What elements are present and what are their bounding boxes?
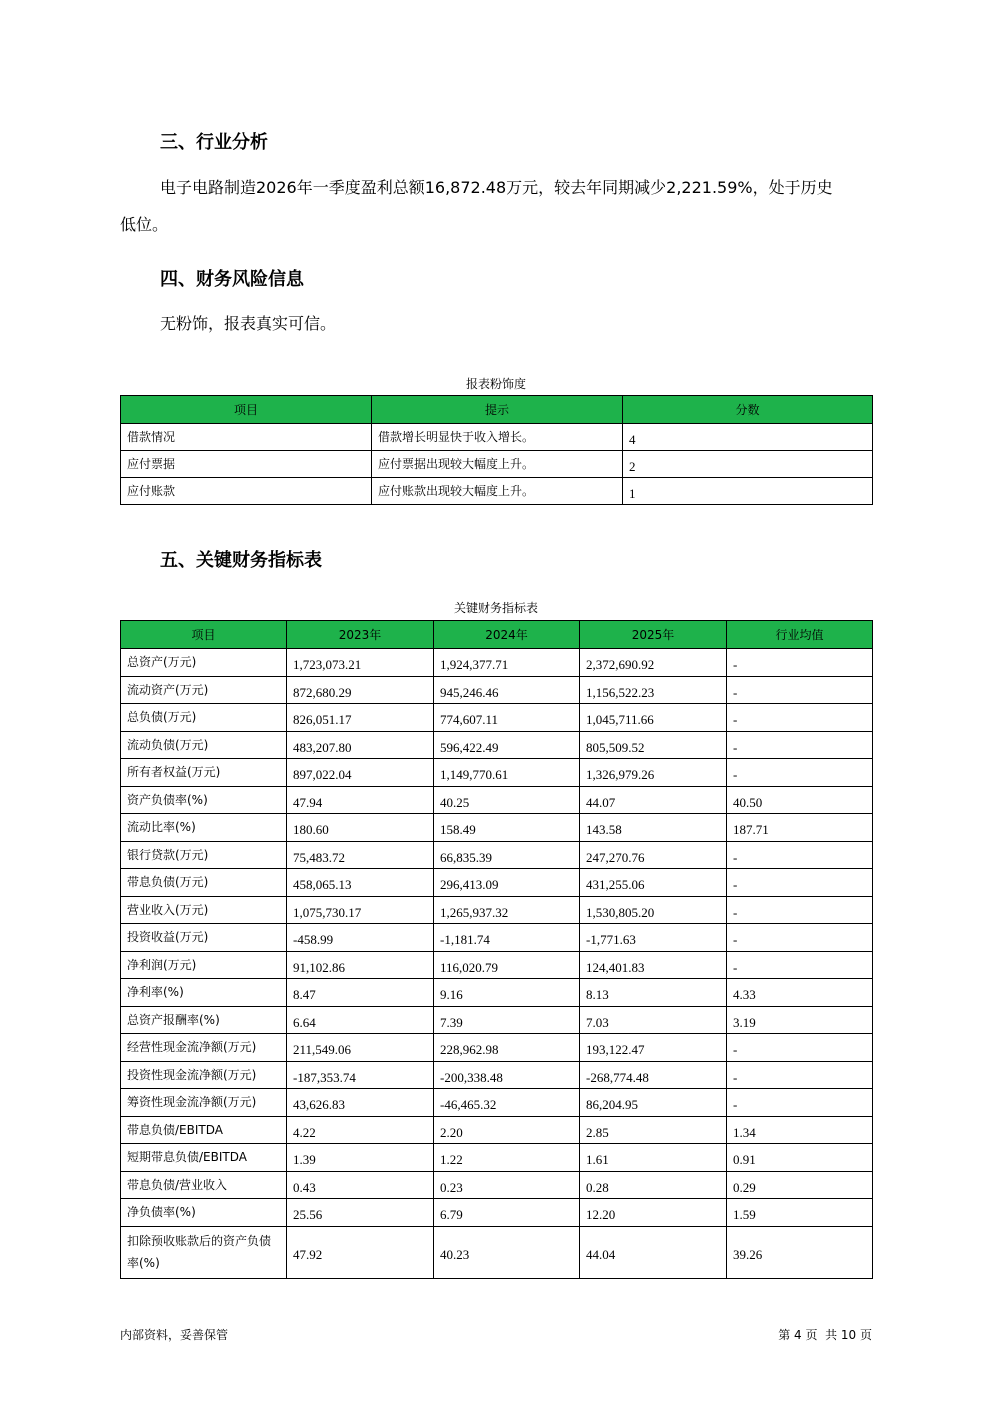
value-cell: - <box>727 649 873 677</box>
table2-header-row <box>121 621 873 649</box>
table-row <box>121 1171 873 1199</box>
value-cell: 1 <box>623 478 873 505</box>
table-row <box>121 814 873 842</box>
value-cell: 1.22 <box>434 1144 580 1172</box>
table2-header-cell: 2023年 <box>287 621 434 649</box>
section-heading-industry: 三、行业分析 <box>160 132 268 153</box>
value-cell: 2.85 <box>580 1116 727 1144</box>
value-cell: 40.23 <box>434 1226 580 1278</box>
table-row <box>121 1061 873 1089</box>
risk-paragraph: 无粉饰，报表真实可信。 <box>160 314 337 333</box>
value-cell: - <box>727 1034 873 1062</box>
row-label-cell: 流动资产(万元) <box>121 676 287 704</box>
value-cell: 1,723,073.21 <box>287 649 434 677</box>
value-cell: 2.20 <box>434 1116 580 1144</box>
value-cell: - <box>727 731 873 759</box>
table-row <box>121 676 873 704</box>
table2-body <box>121 649 873 1279</box>
value-cell: 75,483.72 <box>287 841 434 869</box>
value-cell: 193,122.47 <box>580 1034 727 1062</box>
row-label-cell: 带息负债/EBITDA <box>121 1116 287 1144</box>
table2-header-cell: 行业均值 <box>727 621 873 649</box>
value-cell: 1,326,979.26 <box>580 759 727 787</box>
value-cell: 9.16 <box>434 979 580 1007</box>
row-label-cell: 应付票据 <box>121 451 372 478</box>
row-label-cell: 投资性现金流净额(万元) <box>121 1061 287 1089</box>
row-label-cell: 净负债率(%) <box>121 1199 287 1227</box>
value-cell: 897,022.04 <box>287 759 434 787</box>
row-label-cell: 投资收益(万元) <box>121 924 287 952</box>
value-cell: 应付账款出现较大幅度上升。 <box>372 478 623 505</box>
value-cell: 0.29 <box>727 1171 873 1199</box>
row-label-cell: 总资产报酬率(%) <box>121 1006 287 1034</box>
section-heading-risk: 四、财务风险信息 <box>160 269 304 290</box>
value-cell: -458.99 <box>287 924 434 952</box>
value-cell: 1,265,937.32 <box>434 896 580 924</box>
table1-header-row <box>121 396 873 424</box>
table1-body <box>121 424 873 505</box>
table2-header-cell: 2024年 <box>434 621 580 649</box>
table-row <box>121 478 873 505</box>
value-cell: 3.19 <box>727 1006 873 1034</box>
value-cell: 8.47 <box>287 979 434 1007</box>
value-cell: 40.25 <box>434 786 580 814</box>
value-cell: 211,549.06 <box>287 1034 434 1062</box>
value-cell: 187.71 <box>727 814 873 842</box>
value-cell: 1,530,805.20 <box>580 896 727 924</box>
table-row <box>121 924 873 952</box>
value-cell: 483,207.80 <box>287 731 434 759</box>
industry-paragraph-line2: 低位。 <box>120 215 169 234</box>
value-cell: - <box>727 951 873 979</box>
value-cell: 借款增长明显快于收入增长。 <box>372 424 623 451</box>
table-row <box>121 1226 873 1278</box>
value-cell: 774,607.11 <box>434 704 580 732</box>
row-label-cell: 筹资性现金流净额(万元) <box>121 1089 287 1117</box>
table1-caption: 报表粉饰度 <box>465 377 526 391</box>
row-label-cell: 净利润(万元) <box>121 951 287 979</box>
value-cell: 431,255.06 <box>580 869 727 897</box>
table-row <box>121 1006 873 1034</box>
value-cell: 2,372,690.92 <box>580 649 727 677</box>
footer-note: 内部资料，妥善保管 <box>120 1328 229 1342</box>
row-label-cell: 带息负债/营业收入 <box>121 1171 287 1199</box>
value-cell: 4.33 <box>727 979 873 1007</box>
value-cell: 805,509.52 <box>580 731 727 759</box>
value-cell: 1.61 <box>580 1144 727 1172</box>
value-cell: - <box>727 1061 873 1089</box>
value-cell: - <box>727 924 873 952</box>
value-cell: 0.23 <box>434 1171 580 1199</box>
value-cell: 1,156,522.23 <box>580 676 727 704</box>
industry-paragraph-line1: 电子电路制造2026年一季度盈利总额16,872.48万元，较去年同期减少2,221.59%，处于历史 <box>160 178 833 197</box>
value-cell: -200,338.48 <box>434 1061 580 1089</box>
value-cell: 43,626.83 <box>287 1089 434 1117</box>
value-cell: - <box>727 1089 873 1117</box>
table-row <box>121 1116 873 1144</box>
value-cell: 39.26 <box>727 1226 873 1278</box>
table-row <box>121 1034 873 1062</box>
value-cell: 596,422.49 <box>434 731 580 759</box>
value-cell: - <box>727 896 873 924</box>
row-label-cell: 流动比率(%) <box>121 814 287 842</box>
value-cell: 296,413.09 <box>434 869 580 897</box>
value-cell: 91,102.86 <box>287 951 434 979</box>
table-row <box>121 979 873 1007</box>
value-cell: 6.79 <box>434 1199 580 1227</box>
table-row <box>121 649 873 677</box>
value-cell: - <box>727 759 873 787</box>
row-label-cell: 净利率(%) <box>121 979 287 1007</box>
value-cell: 124,401.83 <box>580 951 727 979</box>
table1-header-cell: 提示 <box>372 396 623 424</box>
value-cell: 7.39 <box>434 1006 580 1034</box>
value-cell: 2 <box>623 451 873 478</box>
value-cell: 1,149,770.61 <box>434 759 580 787</box>
value-cell: 86,204.95 <box>580 1089 727 1117</box>
value-cell: 44.04 <box>580 1226 727 1278</box>
value-cell: 8.13 <box>580 979 727 1007</box>
page-number: 第 4 页 共 10 页 <box>778 1328 872 1342</box>
value-cell: 945,246.46 <box>434 676 580 704</box>
value-cell: -46,465.32 <box>434 1089 580 1117</box>
value-cell: 47.94 <box>287 786 434 814</box>
row-label-cell: 带息负债(万元) <box>121 869 287 897</box>
value-cell: 458,065.13 <box>287 869 434 897</box>
value-cell: 6.64 <box>287 1006 434 1034</box>
table-row <box>121 896 873 924</box>
table-row <box>121 869 873 897</box>
value-cell: 180.60 <box>287 814 434 842</box>
table-row <box>121 704 873 732</box>
table-row <box>121 731 873 759</box>
row-label-cell: 经营性现金流净额(万元) <box>121 1034 287 1062</box>
row-label-cell: 银行贷款(万元) <box>121 841 287 869</box>
row-label-cell: 短期带息负债/EBITDA <box>121 1144 287 1172</box>
table-row <box>121 1089 873 1117</box>
value-cell: 40.50 <box>727 786 873 814</box>
key-indicators-table <box>120 620 873 1279</box>
value-cell: 1.39 <box>287 1144 434 1172</box>
row-label-cell: 营业收入(万元) <box>121 896 287 924</box>
value-cell: 247,270.76 <box>580 841 727 869</box>
value-cell: 4 <box>623 424 873 451</box>
value-cell: 7.03 <box>580 1006 727 1034</box>
table-row <box>121 951 873 979</box>
table-row <box>121 1199 873 1227</box>
value-cell: - <box>727 869 873 897</box>
value-cell: 0.28 <box>580 1171 727 1199</box>
value-cell: 1,075,730.17 <box>287 896 434 924</box>
table-row <box>121 786 873 814</box>
value-cell: 应付票据出现较大幅度上升。 <box>372 451 623 478</box>
row-label-cell: 流动负债(万元) <box>121 731 287 759</box>
table-row <box>121 759 873 787</box>
value-cell: 44.07 <box>580 786 727 814</box>
row-label-cell: 总资产(万元) <box>121 649 287 677</box>
value-cell: -1,771.63 <box>580 924 727 952</box>
value-cell: 47.92 <box>287 1226 434 1278</box>
value-cell: 1,045,711.66 <box>580 704 727 732</box>
value-cell: 228,962.98 <box>434 1034 580 1062</box>
value-cell: 826,051.17 <box>287 704 434 732</box>
value-cell: 4.22 <box>287 1116 434 1144</box>
value-cell: -1,181.74 <box>434 924 580 952</box>
value-cell: -187,353.74 <box>287 1061 434 1089</box>
row-label-cell: 应付账款 <box>121 478 372 505</box>
table-row <box>121 451 873 478</box>
value-cell: 66,835.39 <box>434 841 580 869</box>
row-label-cell: 所有者权益(万元) <box>121 759 287 787</box>
table2-caption: 关键财务指标表 <box>453 601 538 615</box>
table2-header-cell: 2025年 <box>580 621 727 649</box>
row-label-cell: 总负债(万元) <box>121 704 287 732</box>
table1-header-cell: 分数 <box>623 396 873 424</box>
value-cell: 12.20 <box>580 1199 727 1227</box>
value-cell: 116,020.79 <box>434 951 580 979</box>
value-cell: 143.58 <box>580 814 727 842</box>
table-row <box>121 424 873 451</box>
value-cell: -268,774.48 <box>580 1061 727 1089</box>
section-heading-key-indicators: 五、关键财务指标表 <box>160 550 322 571</box>
row-label-cell: 资产负债率(%) <box>121 786 287 814</box>
row-label-cell: 扣除预收账款后的资产负债率(%) <box>121 1226 287 1278</box>
value-cell: 872,680.29 <box>287 676 434 704</box>
value-cell: 1.34 <box>727 1116 873 1144</box>
value-cell: - <box>727 841 873 869</box>
value-cell: 0.43 <box>287 1171 434 1199</box>
row-label-cell: 借款情况 <box>121 424 372 451</box>
table-row <box>121 1144 873 1172</box>
table-row <box>121 841 873 869</box>
value-cell: 25.56 <box>287 1199 434 1227</box>
value-cell: 158.49 <box>434 814 580 842</box>
table1-header-cell: 项目 <box>121 396 372 424</box>
value-cell: 1.59 <box>727 1199 873 1227</box>
value-cell: - <box>727 676 873 704</box>
table2-header-cell: 项目 <box>121 621 287 649</box>
value-cell: 0.91 <box>727 1144 873 1172</box>
whitewash-table <box>120 395 873 505</box>
value-cell: - <box>727 704 873 732</box>
value-cell: 1,924,377.71 <box>434 649 580 677</box>
